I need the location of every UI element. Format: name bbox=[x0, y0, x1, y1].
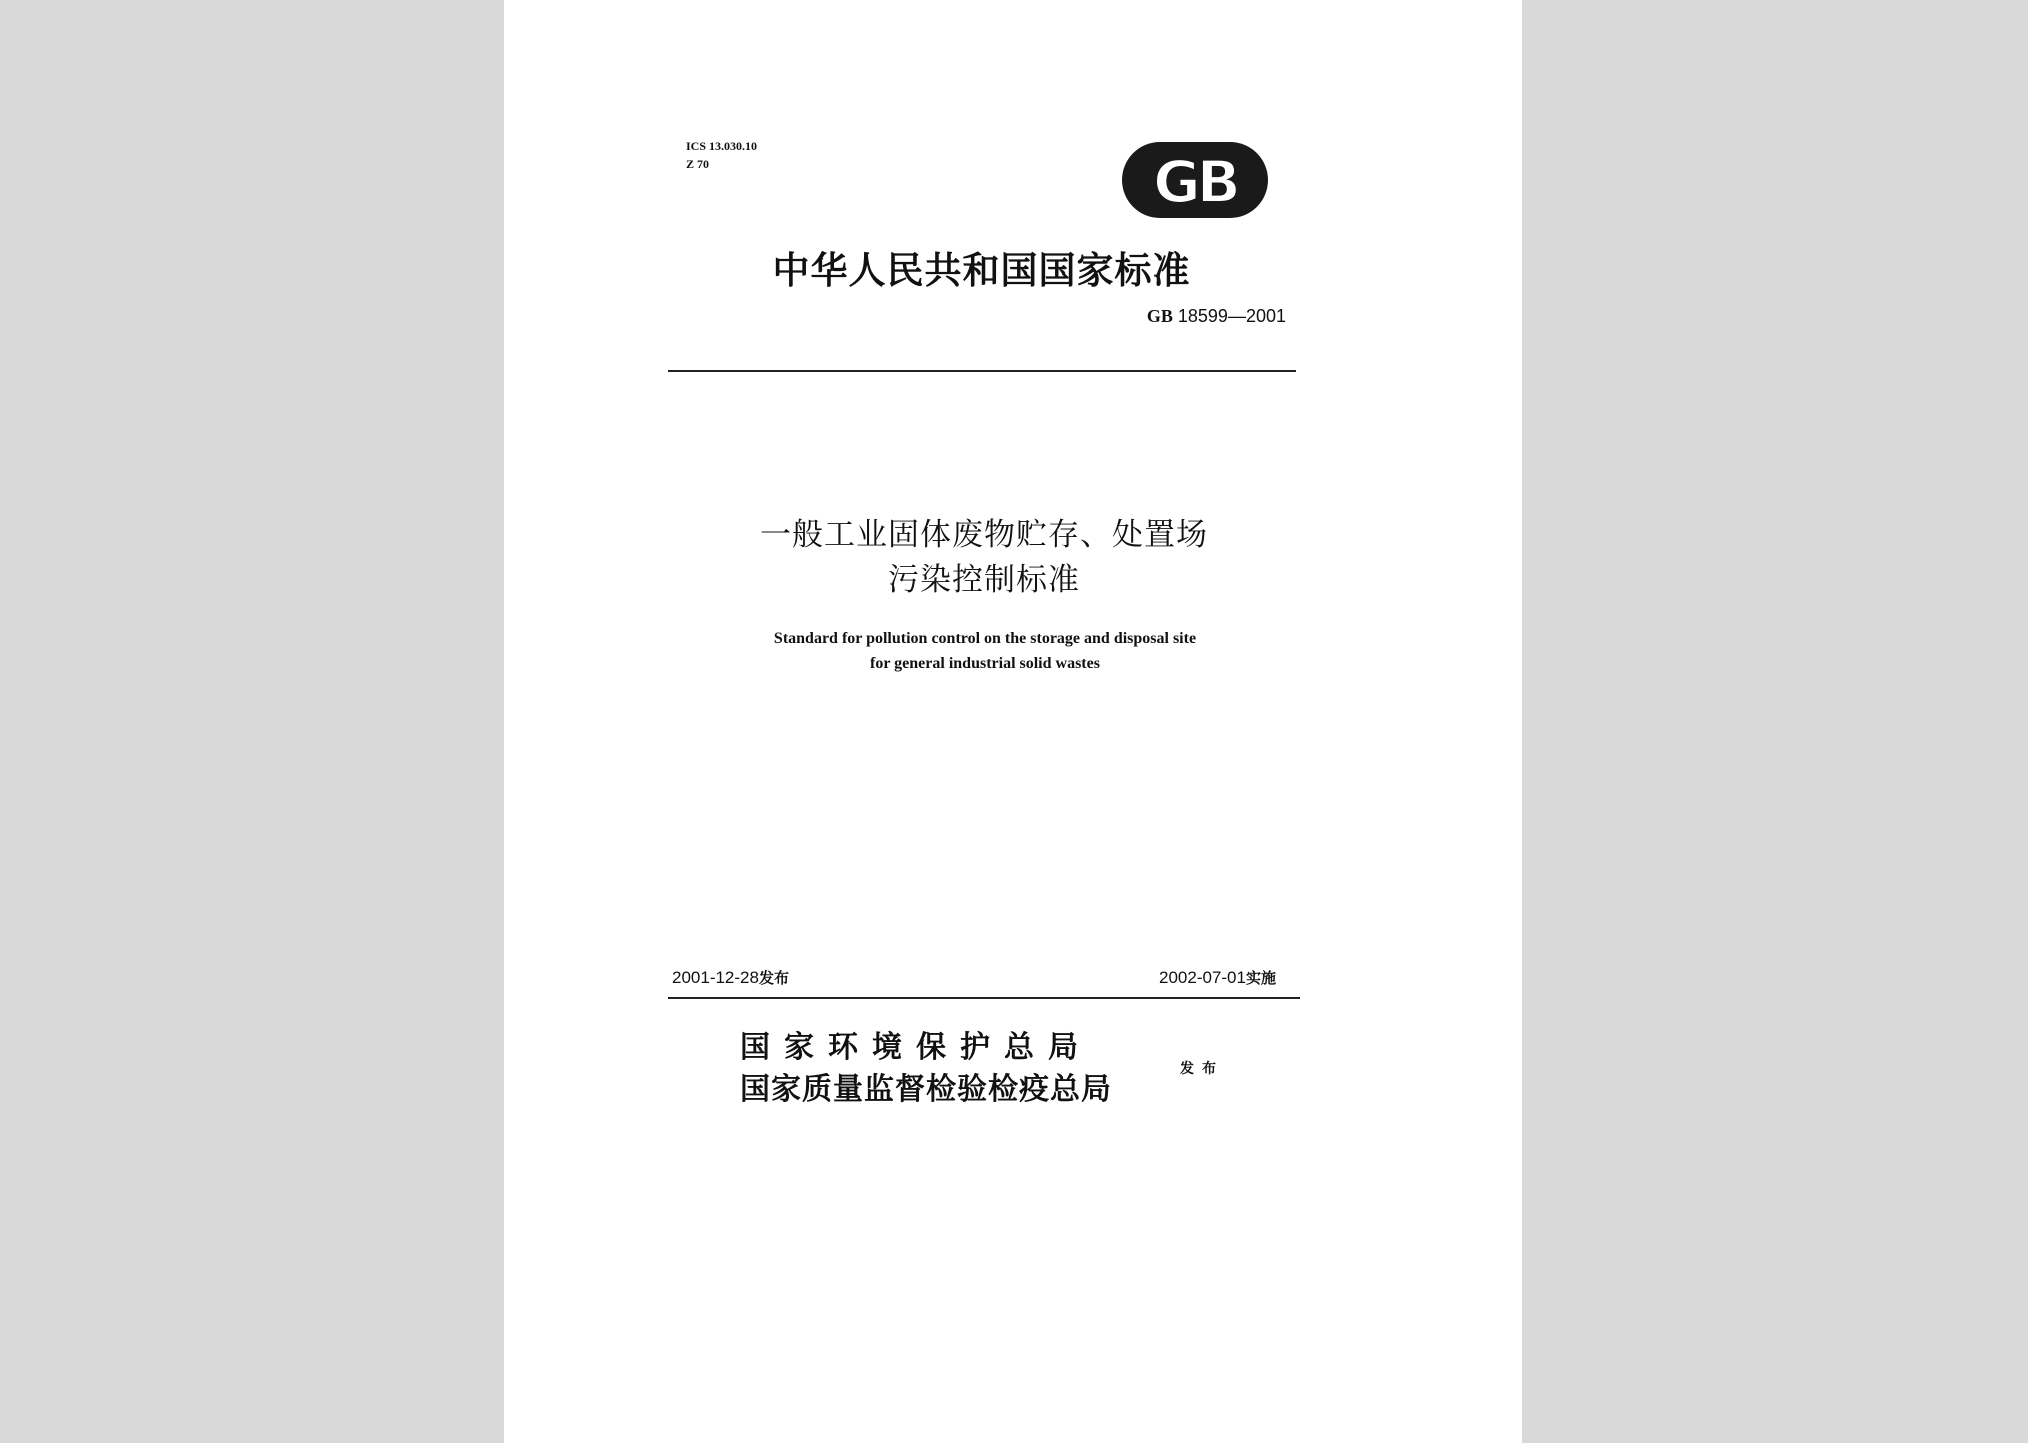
issue-label: 发布 bbox=[1180, 1061, 1224, 1077]
gb-logo-text: GB bbox=[1153, 148, 1237, 216]
chinese-title-line-2: 污染控制标准 bbox=[888, 562, 1080, 598]
english-title bbox=[654, 626, 1316, 676]
classification-codes bbox=[686, 138, 757, 174]
standard-number bbox=[1147, 306, 1286, 327]
issuing-authorities bbox=[740, 1027, 1112, 1111]
publish-date-label: 发布 bbox=[758, 969, 789, 987]
chinese-title bbox=[684, 513, 1284, 603]
chinese-title-line-1: 一般工业固体废物贮存、处置场 bbox=[760, 517, 1208, 553]
english-title-line-1: Standard for pollution control on the storage and disposal site bbox=[773, 630, 1197, 647]
document-page bbox=[504, 0, 1522, 1443]
implement-date-label: 实施 bbox=[1245, 969, 1276, 987]
publish-date bbox=[672, 967, 789, 988]
publish-date-value: 2001-12-28 bbox=[672, 968, 759, 987]
standard-number-value: 18599—2001 bbox=[1177, 306, 1286, 326]
top-divider bbox=[668, 370, 1296, 372]
ics-code: ICS 13.030.10 bbox=[686, 139, 758, 153]
english-title-line-2: for general industrial solid wastes bbox=[870, 655, 1100, 672]
issuer-quality-supervision: 国家质量监督检验检疫总局 bbox=[740, 1072, 1112, 1107]
bottom-divider bbox=[668, 997, 1300, 999]
implement-date-value: 2002-07-01 bbox=[1159, 968, 1246, 987]
national-standard-title: 中华人民共和国国家标准 bbox=[772, 248, 1191, 292]
standard-number-prefix: GB bbox=[1146, 306, 1173, 326]
issuer-environmental-protection: 国家环境保护总局 bbox=[740, 1030, 1092, 1065]
implement-date bbox=[1159, 967, 1276, 988]
class-code: Z 70 bbox=[686, 157, 710, 171]
gb-logo-icon bbox=[1120, 140, 1270, 220]
